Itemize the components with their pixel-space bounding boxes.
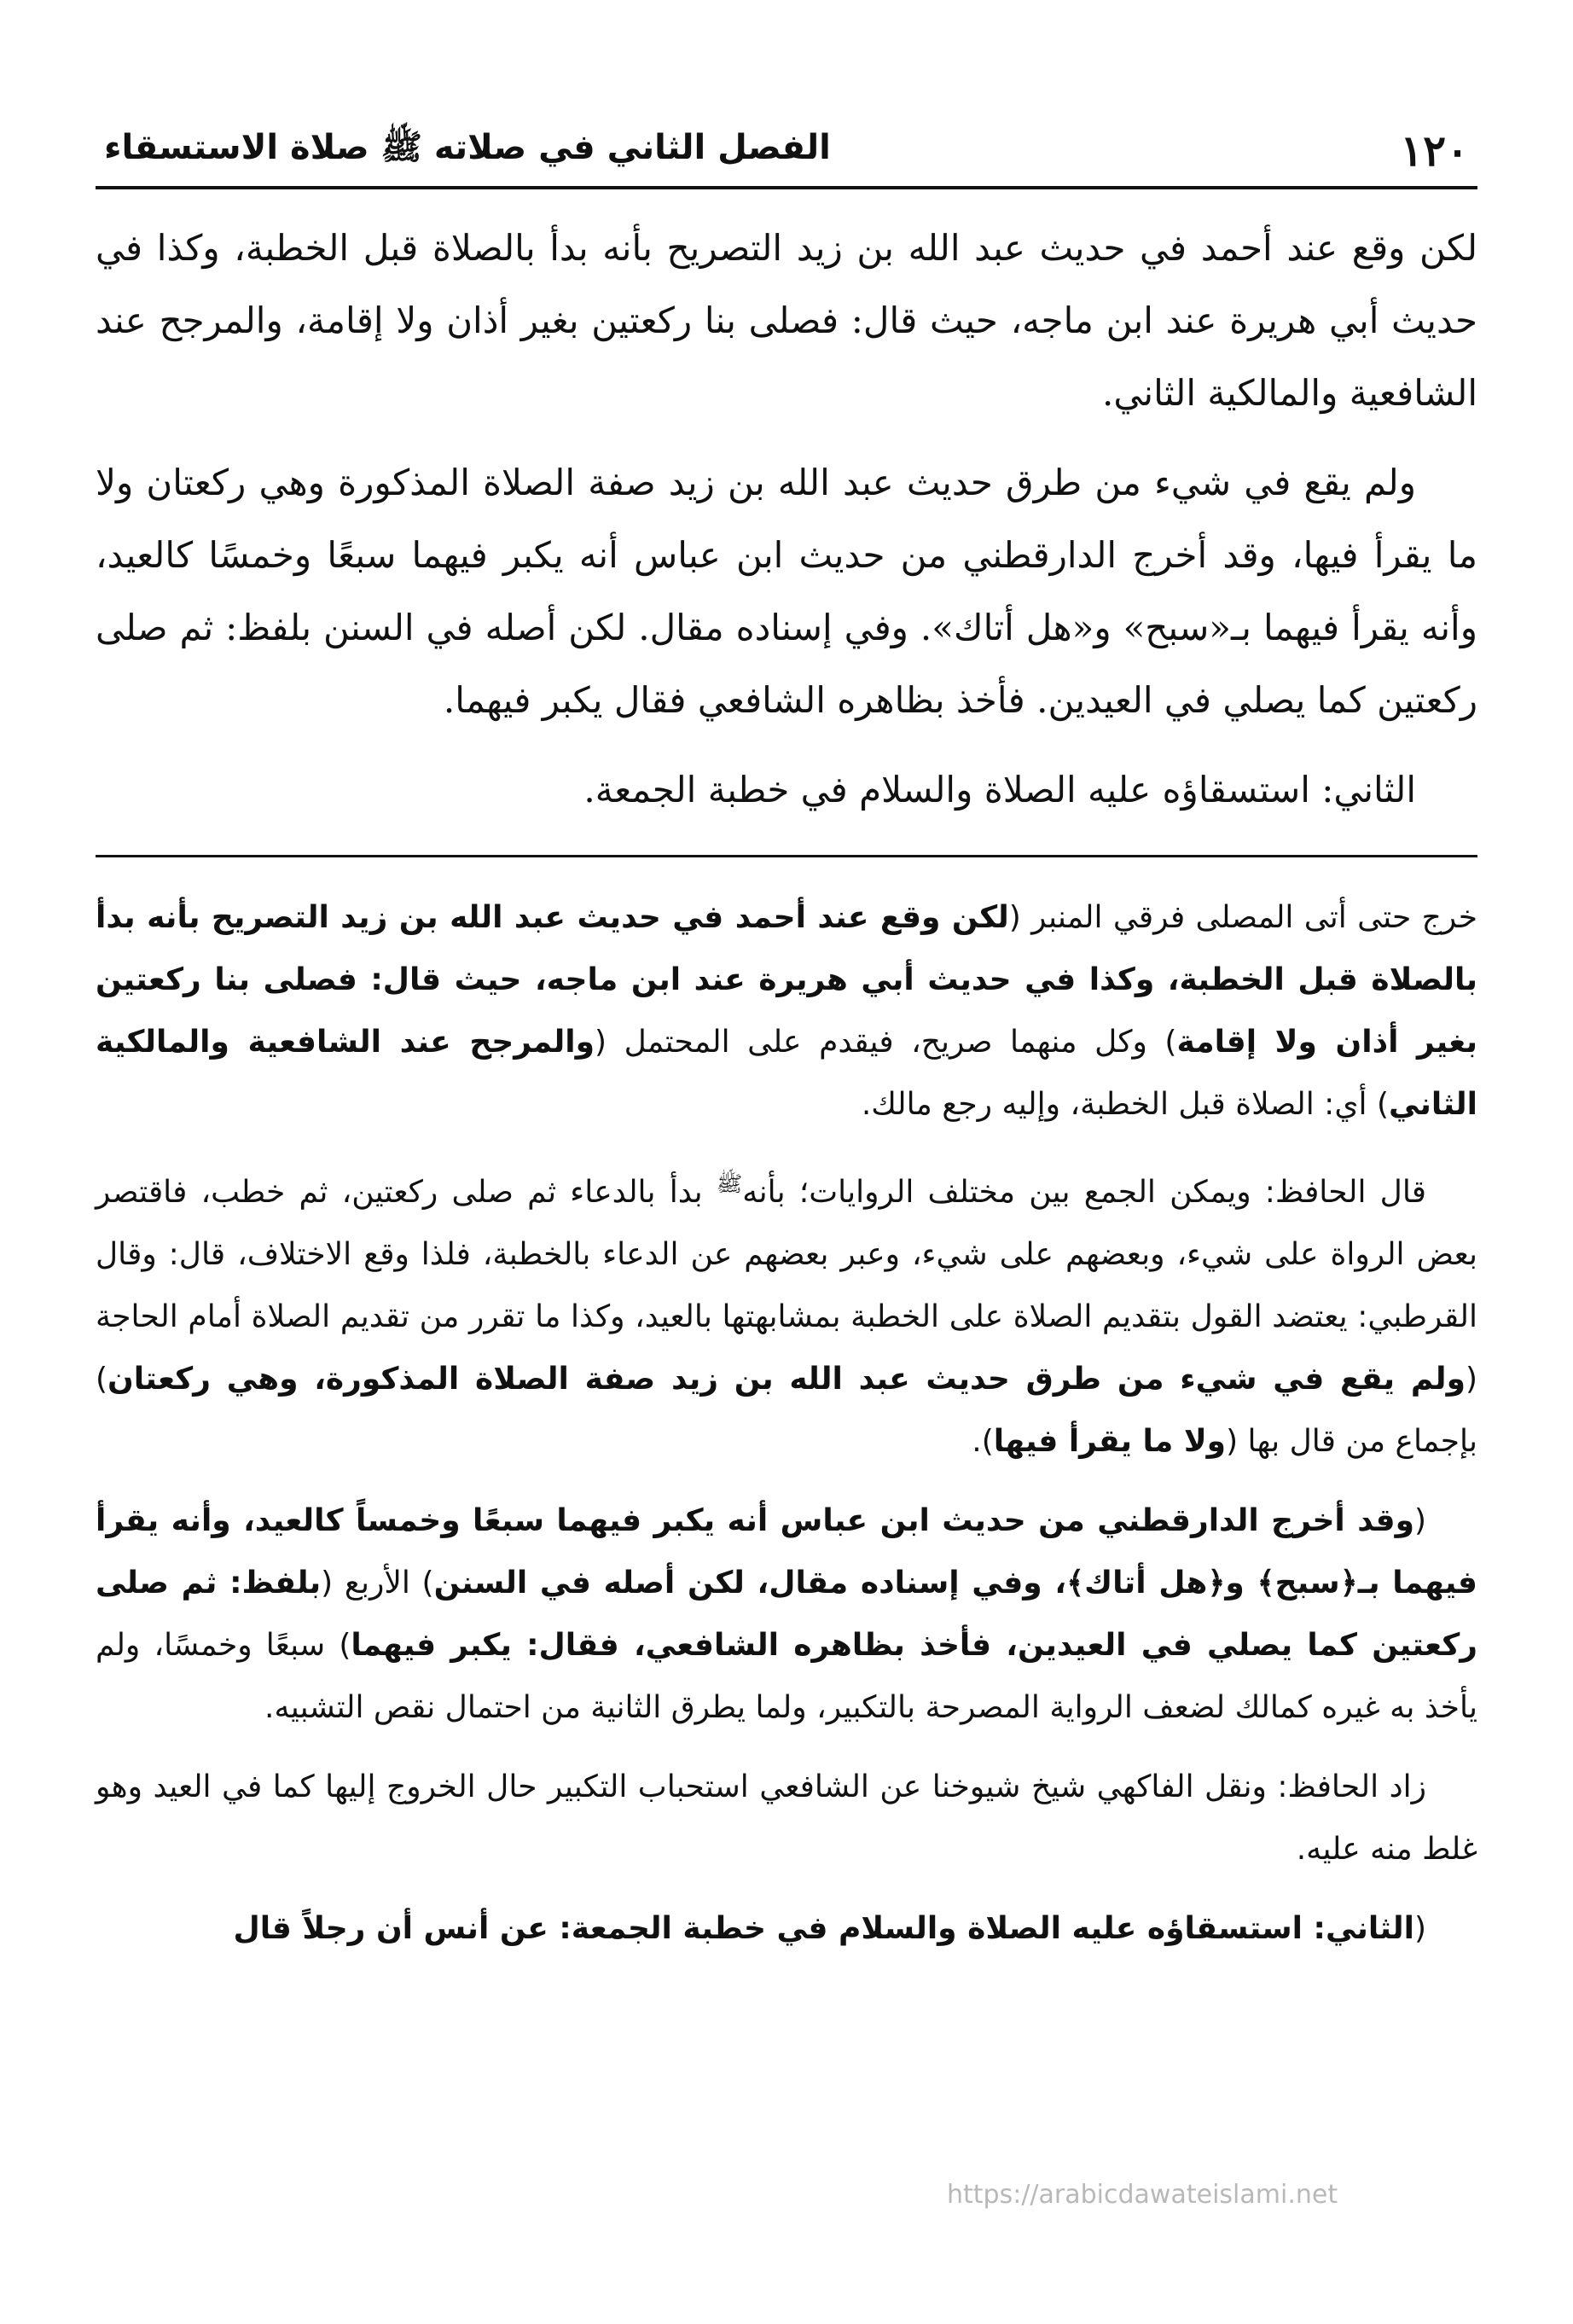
commentary-text: ( bbox=[1413, 1911, 1426, 1946]
commentary-text: ) وكل منهما صريح، فيقدم على المحتمل ( bbox=[595, 1025, 1177, 1060]
commentary-paragraph-3 bbox=[96, 1490, 1477, 1739]
commentary-text: ) أي: الصلاة قبل الخطبة، وإليه رجع مالك. bbox=[861, 1087, 1389, 1122]
quoted-text: ولم يقع في شيء من طرق حديث عبد الله بن زيد صفة الصلاة المذكورة، وهي ركعتان bbox=[107, 1362, 1466, 1397]
quoted-text: ولا ما يقرأ فيها bbox=[993, 1424, 1227, 1459]
commentary-text: ) سبعًا وخمسًا، ولم يأخذ به غيره كمالك لضعف الرواية المصرحة بالتكبير، ولما يطرق الثانية من احتمال نقص التشبيه. bbox=[96, 1628, 1477, 1725]
quoted-text: بلفظ: ثم صلى ركعتين كما يصلي في العيدين، فأخذ بظاهره الشافعي، فقال: يكبر فيهما bbox=[96, 1566, 1477, 1663]
commentary-paragraph-5 bbox=[96, 1897, 1477, 1960]
quoted-text: الثاني: استسقاؤه عليه الصلاة والسلام في خطبة الجمعة: عن أنس أن رجلاً قال bbox=[233, 1911, 1414, 1946]
quoted-text: والمرجح عند الشافعية والمالكية الثاني bbox=[96, 1025, 1477, 1122]
watermark-url: https://arabicdawateislami.net bbox=[947, 2180, 1338, 2210]
commentary-text: بدأ بالدعاء ثم صلى ركعتين، ثم خطب، فاقتصر بعض الرواة على شيء، وبعضهم على شيء، وعبر بعضهم عن الدعاء بالخطبة، فلذا وقع الاختلاف، قال: وقال القرطبي: يعتضد القول بتقديم الصلاة على الخطبة بمشابهتها بالعيد، وكذا ما تقرر من تقديم الصلاة أمام الحاجة ( bbox=[96, 1175, 1477, 1397]
main-text-paragraph-2: ولم يقع في شيء من طرق حديث عبد الله بن زيد صفة الصلاة المذكورة وهي ركعتان ولا ما يقرأ فيها، وقد أخرج الدارقطني من حديث ابن عباس أنه يكبر فيهما سبعًا وخمسًا كالعيد، وأنه يقرأ فيهما بـ«سبح» و«هل أتاك». وفي إسناده مقال. لكن أصله في السنن بلفظ: ثم صلى ركعتين كما يصلي في العيدين. فأخذ بظاهره الشافعي فقال يكبر فيهما. bbox=[96, 462, 1477, 721]
salutation-ligature: ﷺ bbox=[716, 1171, 743, 1196]
quoted-text: لكن وقع عند أحمد في حديث عبد الله بن زيد التصريح بأنه بدأ بالصلاة قبل الخطبة، وكذا في حديث أبي هريرة عند ابن ماجه، حيث قال: فصلى بنا ركعتين بغير أذان ولا إقامة bbox=[96, 900, 1477, 1060]
quoted-text: وقد أخرج الدارقطني من حديث ابن عباس أنه يكبر فيهما سبعًا وخمساً كالعيد، وأنه يقرأ فيهما بـ﴿سبح﴾ و﴿هل أتاك﴾، وفي إسناده مقال، لكن أصله في السنن bbox=[96, 1503, 1477, 1601]
book-page bbox=[96, 102, 1477, 2269]
main-text bbox=[96, 212, 1477, 826]
commentary-paragraph-2 bbox=[96, 1153, 1477, 1473]
commentary-text: ). bbox=[972, 1424, 994, 1459]
commentary-text: خرج حتى أتى المصلى فرقي المنبر ( bbox=[1008, 900, 1477, 935]
commentary-paragraph-1 bbox=[96, 886, 1477, 1136]
main-text-paragraph-1: لكن وقع عند أحمد في حديث عبد الله بن زيد التصريح بأنه بدأ بالصلاة قبل الخطبة، وكذا في حديث أبي هريرة عند ابن ماجه، حيث قال: فصلى بنا ركعتين بغير أذان ولا إقامة، والمرجح عند الشافعية والمالكية الثاني. bbox=[96, 227, 1477, 414]
running-head bbox=[96, 102, 1477, 183]
commentary-text: قال الحافظ: ويمكن الجمع بين مختلف الروايات؛ بأنه bbox=[742, 1175, 1427, 1210]
commentary-text: ) بإجماع من قال بها ( bbox=[96, 1362, 1477, 1459]
commentary bbox=[96, 886, 1477, 1960]
commentary-divider bbox=[96, 855, 1477, 857]
commentary-text: ( bbox=[1413, 1503, 1426, 1538]
page-number: ١٢٠ bbox=[1400, 125, 1469, 176]
main-text-paragraph-3: الثاني: استسقاؤه عليه الصلاة والسلام في خطبة الجمعة. bbox=[583, 769, 1416, 810]
commentary-text: ) الأربع ( bbox=[321, 1566, 434, 1601]
commentary-paragraph-4: زاد الحافظ: ونقل الفاكهي شيخ شيوخنا عن الشافعي استحباب التكبير حال الخروج إليها كما في العيد وهو غلط منه عليه. bbox=[96, 1769, 1477, 1867]
header-rule bbox=[96, 186, 1477, 189]
running-title: الفصل الثاني في صلاته ﷺ صلاة الاستسقاء bbox=[104, 128, 831, 167]
